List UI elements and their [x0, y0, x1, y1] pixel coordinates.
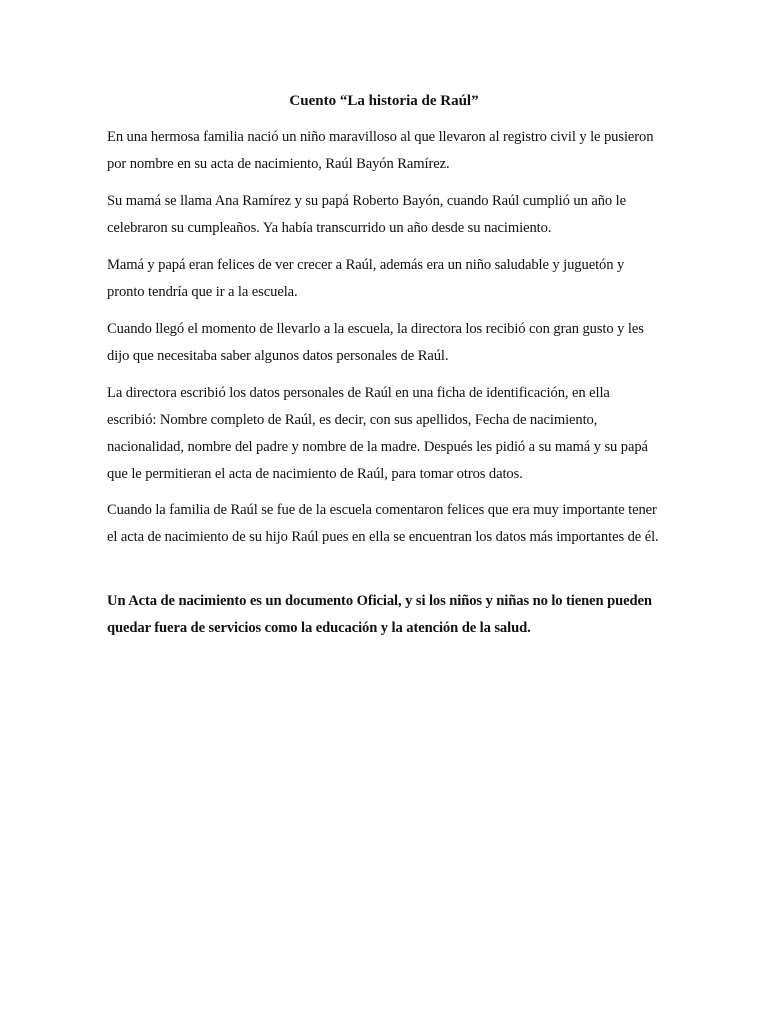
paragraph-2: Su mamá se llama Ana Ramírez y su papá Roberto Bayón, cuando Raúl cumplió un año le celebraron su cumpleaños. Ya había transcurrido un año desde su nacimiento. [107, 193, 626, 236]
document-title: Cuento “La historia de Raúl” [289, 93, 479, 109]
paragraph-1: En una hermosa familia nació un niño maravilloso al que llevaron al registro civil y le pusieron por nombre en su acta de nacimiento, Raúl Bayón Ramírez. [107, 129, 654, 172]
paragraph-4: Cuando llegó el momento de llevarlo a la escuela, la directora los recibió con gran gusto y les dijo que necesitaba saber algunos datos personales de Raúl. [107, 321, 644, 364]
paragraph-3: Mamá y papá eran felices de ver crecer a Raúl, además era un niño saludable y juguetón y pronto tendría que ir a la escuela. [107, 257, 625, 300]
conclusion-paragraph: Un Acta de nacimiento es un documento Oficial, y si los niños y niñas no lo tienen pueden quedar fuera de servicios como la educación y la atención de la salud. [107, 593, 652, 636]
paragraph-5: La directora escribió los datos personales de Raúl en una ficha de identificación, en ella escribió: Nombre completo de Raúl, es decir, con sus apellidos, Fecha de nacimiento, nacionalidad, nombre del padre y nombre de la madre. Después les pidió a su mamá y su papá que le permitieran el acta de nacimiento de Raúl, para tomar otros datos. [107, 385, 648, 482]
paragraph-6: Cuando la familia de Raúl se fue de la escuela comentaron felices que era muy importante tener el acta de nacimiento de su hijo Raúl pues en ella se encuentran los datos más importantes de él. [107, 502, 659, 545]
